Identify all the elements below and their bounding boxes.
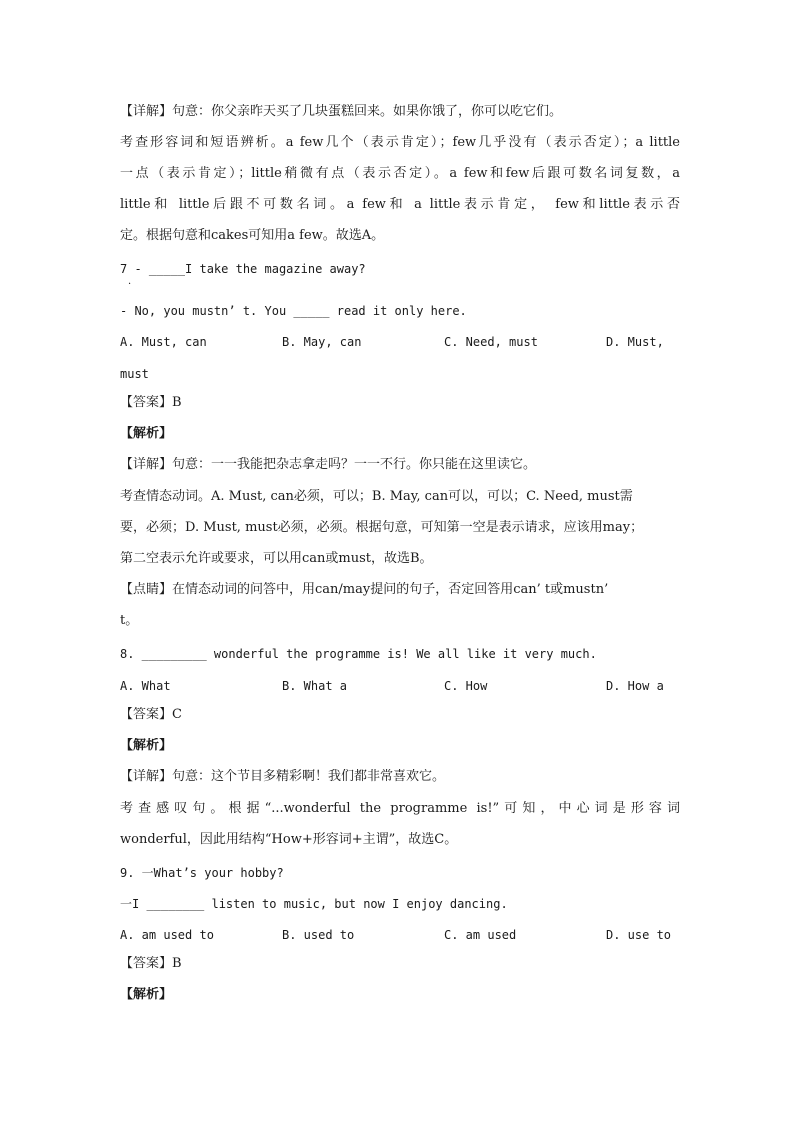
q7-answer: 【答案】B: [120, 395, 182, 410]
q8-stem: 8. _________ wonderful the programme is! We all like it very much.: [120, 647, 597, 661]
q9-answer: 【答案】B: [120, 956, 182, 971]
q9-stem: 9. 一What’s your hobby?: [120, 866, 284, 880]
q6-detail: 【详解】句意：你父亲昨天买了几块蛋糕回来。如果你饿了，你可以吃它们。: [120, 104, 563, 119]
q6-analysis-line-3: little和 little后跟不可数名词。a few和 a little表示肯定， few和little表示否: [120, 197, 680, 212]
q7-option-c: C. Need, must: [444, 335, 538, 349]
q9-option-a: A. am used to: [120, 928, 214, 942]
q7-option-b: B. May, can: [282, 335, 362, 349]
q6-analysis-line-1: 考查形容词和短语辨析。a few几个（表示肯定）；few几乎没有（表示否定）；a little: [120, 135, 680, 150]
q8-detail: 【详解】句意：这个节目多精彩啊！我们都非常喜欢它。: [120, 769, 446, 784]
q7-tip-line-2: t。: [120, 613, 139, 628]
q9-option-c: C. am used: [444, 928, 517, 942]
q7-detail: 【详解】句意：一一我能把杂志拿走吗？一一不行。你只能在这里读它。: [120, 457, 537, 472]
q7-stem: 7 - _____I take the magazine away?: [120, 262, 366, 276]
q8-option-c: C. How: [444, 679, 488, 693]
q8-analysis-header: 【解析】: [120, 738, 173, 753]
q7-analysis-line-2: 要，必须；D. Must, must必须，必须。根据句意，可知第一空是表示请求，应该用may；: [120, 520, 644, 535]
q7-option-d: D. Must,: [606, 335, 664, 349]
q7-option-d-wrap: must: [120, 367, 149, 381]
q8-answer: 【答案】C: [120, 707, 182, 722]
q7-analysis-line-3: 第二空表示允许或要求，可以用can或must，故选B。: [120, 551, 433, 566]
q6-analysis-line-2: 一点（表示肯定）；little稍微有点（表示否定）。a few和few后跟可数名词复数，a: [120, 166, 680, 181]
q7-reply: - No, you mustn’ t. You _____ read it only here.: [120, 304, 467, 318]
q8-option-d: D. How a: [606, 679, 664, 693]
q8-option-a: A. What: [120, 679, 171, 693]
q9-reply: 一I ________ listen to music, but now I enjoy dancing.: [120, 897, 508, 911]
q8-option-b: B. What a: [282, 679, 348, 693]
q7-dot-mark: ·: [128, 279, 132, 290]
q7-analysis-line-1: 考查情态动词。A. Must, can必须，可以；B. May, can可以，可以；C. Need, must需: [120, 489, 633, 504]
q7-option-a: A. Must, can: [120, 335, 207, 349]
q9-analysis-header: 【解析】: [120, 987, 173, 1002]
q8-analysis-line-2: wonderful，因此用结构“How+形容词+主谓”，故选C。: [120, 832, 458, 847]
q7-tip-line-1: 【点睛】在情态动词的问答中，用can/may提问的句子，否定回答用can’ t或mustn’: [120, 582, 609, 597]
q9-option-b: B. used to: [282, 928, 355, 942]
q9-option-d: D. use to: [606, 928, 672, 942]
q6-analysis-line-4: 定。根据句意和cakes可知用a few。故选A。: [120, 228, 385, 243]
q8-analysis-line-1: 考查感叹句。根据“...wonderful the programme is!”可知，中心词是形容词: [120, 801, 680, 816]
q7-analysis-header: 【解析】: [120, 426, 173, 441]
